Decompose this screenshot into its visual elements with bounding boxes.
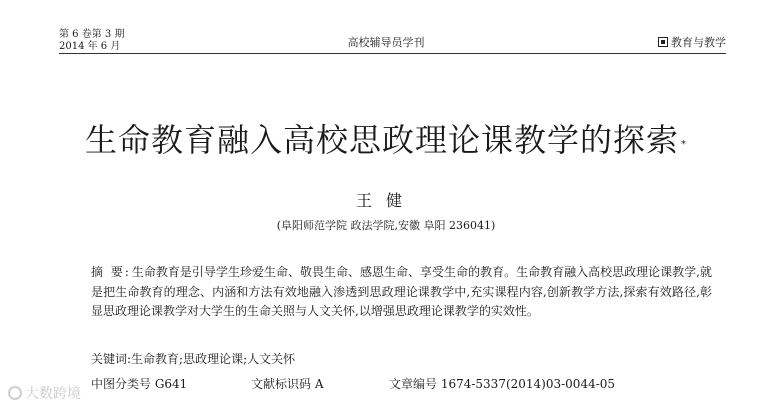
author-name: 王健 (355, 191, 416, 210)
article-number: 文章编号 1674-5337(2014)03-0044-05 (389, 377, 616, 391)
document-code: 文献标识码 A (251, 377, 324, 391)
watermark (8, 383, 81, 403)
issue-date: 2014 年 6 月 (59, 41, 121, 52)
section-text: 教育与教学 (671, 36, 726, 49)
article-title (0, 115, 772, 161)
section-label (658, 34, 726, 50)
keywords (91, 350, 295, 367)
header-divider (59, 53, 726, 54)
title-text: 生命教育融入高校思政理论课教学的探索 (84, 121, 679, 159)
square-bullet-icon (658, 37, 668, 47)
keywords-text: 生命教育;思政理论课;人文关怀 (131, 352, 296, 366)
abstract-label: 摘 要: (91, 265, 131, 279)
clc-number: 中图分类号 G641 (91, 377, 188, 391)
title-footnote-mark: * (681, 139, 687, 150)
page-header (0, 0, 772, 56)
abstract-text: 生命教育是引导学生珍爱生命、敬畏生命、感恩生命、享受生命的教育。生命教育融入高校思政理论课教学,就是把生命教育的理念、内涵和方法有效地融入渗透到思政理论课教学中,充实课程内容,创新教学方法,探索有效路径,彰显思政理论课教学对大学生的生命关照与人文关怀,以增强思政理论课教学的实效性。 (91, 265, 713, 318)
keywords-label: 关键词: (91, 352, 132, 366)
volume-issue: 第 6 卷第 3 期 (59, 29, 125, 40)
watermark-text: 大数跨境 (25, 386, 81, 402)
author-affiliation: (阜阳师范学院 政法学院,安徽 阜阳 236041) (276, 219, 496, 232)
watermark-logo-icon (8, 386, 22, 400)
journal-name: 高校辅导员学刊 (347, 36, 425, 49)
abstract (91, 263, 712, 322)
